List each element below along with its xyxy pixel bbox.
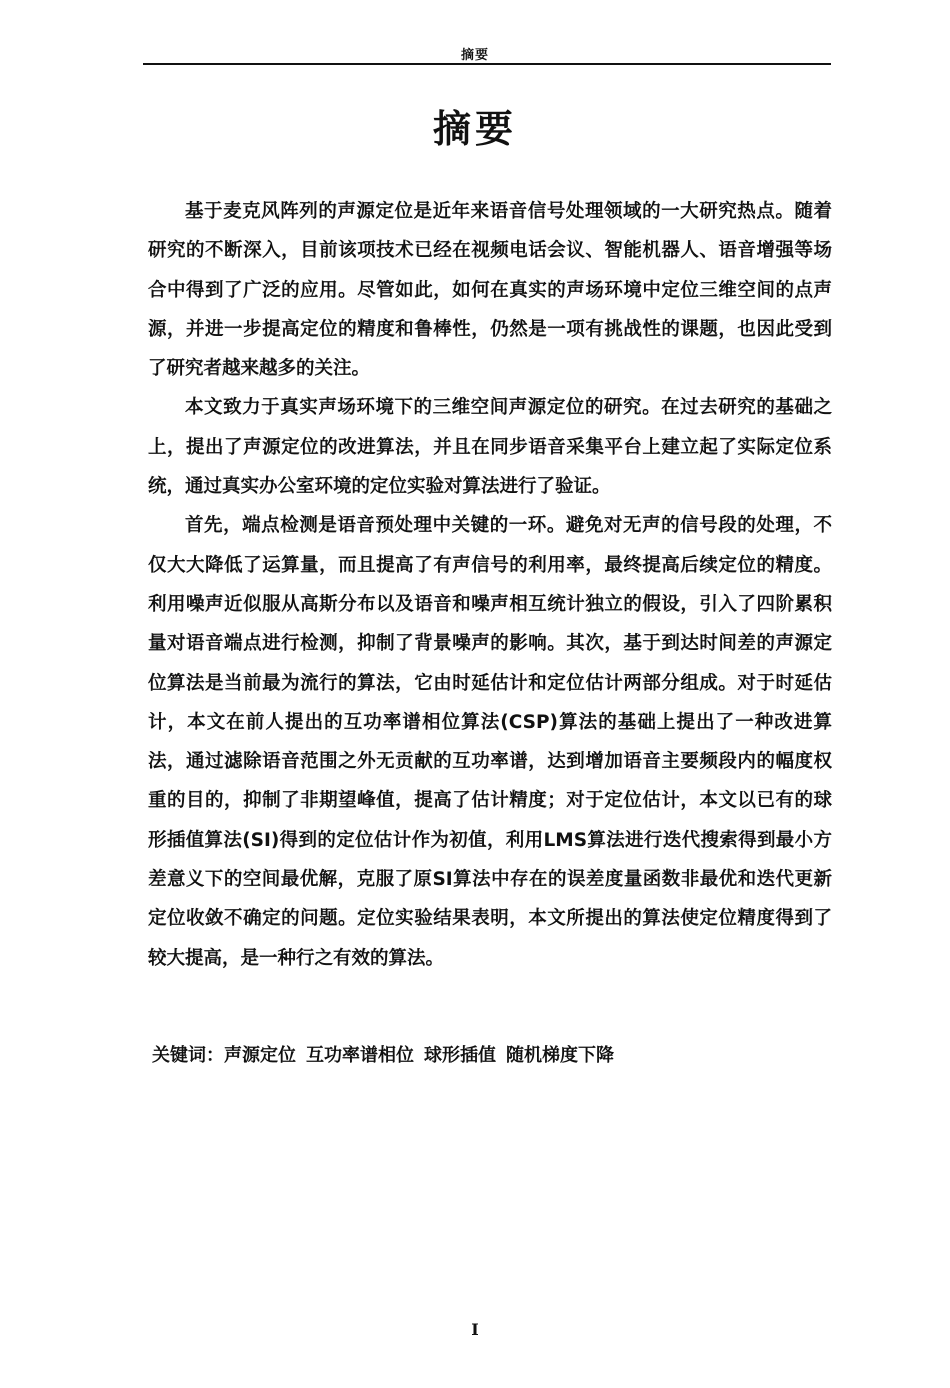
keywords-label: 关键词：	[152, 1045, 224, 1066]
page-title: 摘要	[432, 107, 517, 151]
keywords-line	[152, 1041, 624, 1067]
page-number: I	[471, 1320, 479, 1339]
keyword-item: 互功率谱相位	[306, 1045, 414, 1066]
keyword-item: 声源定位	[224, 1045, 296, 1066]
header-rule	[143, 63, 831, 65]
abstract-paragraph-2: 本文致力于真实声场环境下的三维空间声源定位的研究。在过去研究的基础之上，提出了声源定位的改进算法，并且在同步语音采集平台上建立起了实际定位系统，通过真实办公室环境的定位实验对算法进行了验证。	[148, 397, 832, 498]
running-header: 摘要	[460, 48, 489, 63]
keyword-item: 球形插值	[424, 1045, 496, 1066]
keyword-item: 随机梯度下降	[506, 1045, 614, 1066]
abstract-body	[148, 192, 832, 978]
abstract-paragraph-1: 基于麦克风阵列的声源定位是近年来语音信号处理领域的一大研究热点。随着研究的不断深入，目前该项技术已经在视频电话会议、智能机器人、语音增强等场合中得到了广泛的应用。尽管如此，如何在真实的声场环境中定位三维空间的点声源，并进一步提高定位的精度和鲁棒性，仍然是一项有挑战性的课题，也因此受到了研究者越来越多的关注。	[148, 201, 832, 380]
abstract-paragraph-3: 首先，端点检测是语音预处理中关键的一环。避免对无声的信号段的处理，不仅大大降低了运算量，而且提高了有声信号的利用率，最终提高后续定位的精度。利用噪声近似服从高斯分布以及语音和噪声相互统计独立的假设，引入了四阶累积量对语音端点进行检测，抑制了背景噪声的影响。其次，基于到达时间差的声源定位算法是当前最为流行的算法，它由时延估计和定位估计两部分组成。对于时延估计，本文在前人提出的互功率谱相位算法(CSP)算法的基础上提出了一种改进算法，通过滤除语音范围之外无贡献的互功率谱，达到增加语音主要频段内的幅度权重的目的，抑制了非期望峰值，提高了估计精度；对于定位估计，本文以已有的球形插值算法(SI)得到的定位估计作为初值，利用LMS算法进行迭代搜索得到最小方差意义下的空间最优解，克服了原SI算法中存在的误差度量函数非最优和迭代更新定位收敛不确定的问题。定位实验结果表明，本文所提出的算法使定位精度得到了较大提高，是一种行之有效的算法。	[148, 515, 832, 969]
